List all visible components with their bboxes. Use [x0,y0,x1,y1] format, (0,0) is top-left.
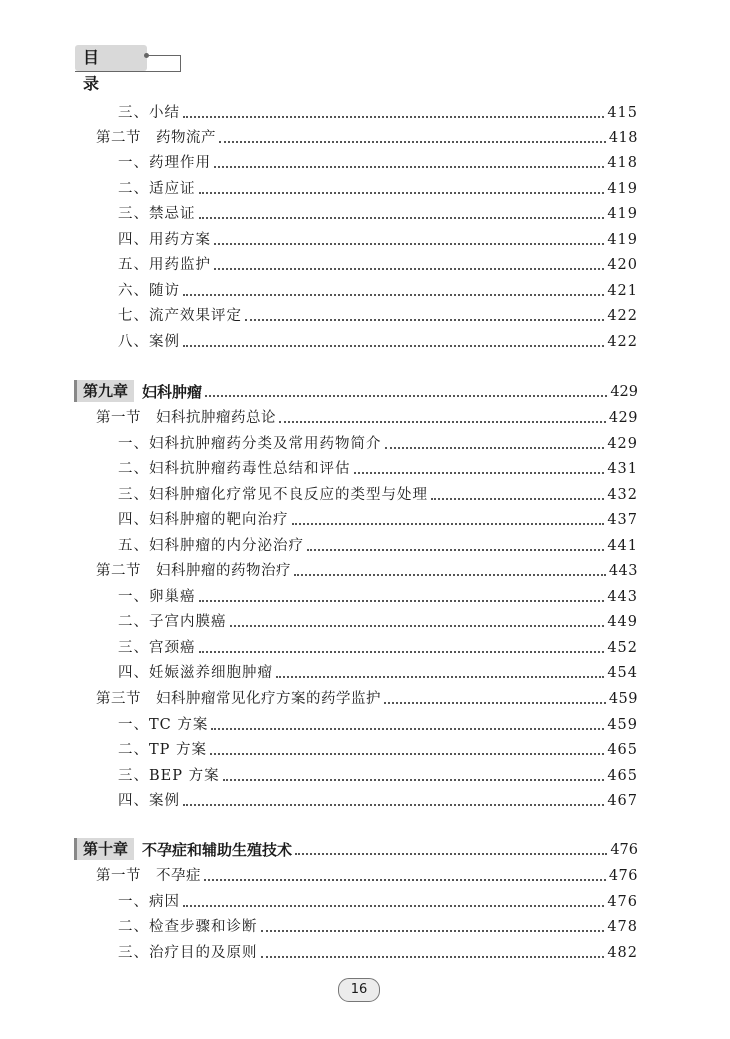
dot-leader [294,574,606,576]
dot-leader [245,319,604,321]
toc-page-number: 429 [610,384,638,400]
toc-entry-title: 五、妇科肿瘤的内分泌治疗 [118,538,304,554]
toc-item-row[interactable] [118,175,638,199]
toc-page-number: 449 [607,614,638,630]
header-ornament-line [75,71,181,72]
toc-page-number: 432 [607,487,638,503]
toc-entry-title: 六、随访 [118,283,180,299]
toc-item-row[interactable] [118,787,638,811]
toc-entry-title: 五、用药监护 [118,257,211,273]
toc-page-number: 441 [607,538,638,554]
toc-item-row[interactable] [118,149,638,173]
toc-item-row[interactable] [118,455,638,479]
toc-page-number: 476 [607,894,638,910]
dot-leader [214,166,604,168]
dot-leader [354,472,605,474]
toc-item-row[interactable] [118,608,638,632]
dot-leader [384,702,606,704]
toc-entry-title: 三、妇科肿瘤化疗常见不良反应的类型与处理 [118,487,428,503]
toc-page-number: 476 [608,868,638,884]
toc-item-row[interactable] [118,506,638,530]
toc-entry-title: 四、妊娠滋养细胞肿瘤 [118,665,273,681]
dot-leader [219,141,606,143]
toc-item-row[interactable] [118,913,638,937]
toc-section-row[interactable] [96,124,638,148]
toc-entry-title: 一、卵巢癌 [118,589,196,605]
dot-leader [183,345,604,347]
toc-item-row[interactable] [118,939,638,963]
toc-entry-title: 二、适应证 [118,181,196,197]
toc-item-row[interactable] [118,736,638,760]
toc-entry-title: 妇科肿瘤 [142,383,203,401]
toc-page-number: 420 [607,257,638,273]
dot-leader [211,728,604,730]
dot-leader [279,421,606,423]
toc-section-row[interactable] [96,404,638,428]
toc-page-number: 465 [607,742,638,758]
header-ornament-line [180,55,181,71]
toc-item-row[interactable] [118,634,638,658]
dot-leader [199,217,605,219]
toc-item-row[interactable] [118,430,638,454]
toc-page-number: 467 [607,793,638,809]
toc-page-number: 452 [607,640,638,656]
toc-page-number: 437 [607,512,638,528]
toc-item-row[interactable] [118,711,638,735]
dot-leader [223,779,605,781]
toc-entry-title: 四、妇科肿瘤的靶向治疗 [118,512,289,528]
toc-page-number: 419 [607,181,638,197]
dot-leader [230,625,605,627]
toc-page-number: 422 [607,308,638,324]
toc-page-number: 415 [607,105,638,121]
toc-item-row[interactable] [118,302,638,326]
toc-item-row[interactable] [118,659,638,683]
toc-entry-title: 第三节 妇科肿瘤常见化疗方案的药学监护 [96,691,381,707]
toc-entry-title: 三、禁忌证 [118,206,196,222]
dot-leader [183,294,604,296]
toc-page-number: 443 [608,563,638,579]
toc-entry-title: 不孕症和辅助生殖技术 [142,841,293,859]
toc-entry-title: 一、药理作用 [118,155,211,171]
dot-leader [276,676,604,678]
toc-header-title: 目 录 [75,45,147,71]
page-number: 16 [338,978,380,1002]
toc-item-row[interactable] [118,99,638,123]
toc-page-number: 419 [607,206,638,222]
dot-leader [210,753,604,755]
toc-page-number: 418 [608,130,638,146]
toc-page-number: 443 [607,589,638,605]
dot-leader [214,243,604,245]
dot-leader [214,268,604,270]
header-ornament-line [146,55,180,56]
toc-entry-title: 二、TP 方案 [118,742,208,758]
toc-section-row[interactable] [96,862,638,886]
dot-leader [261,956,605,958]
toc-item-row[interactable] [118,583,638,607]
toc-entry-title: 三、小结 [118,105,180,121]
toc-item-row[interactable] [118,251,638,275]
toc-item-row[interactable] [118,226,638,250]
chapter-label: 第十章 [74,838,134,860]
toc-chapter-row[interactable] [74,836,638,860]
toc-page-number: 429 [607,436,638,452]
toc-entry-title: 三、BEP 方案 [118,768,220,784]
toc-chapter-row[interactable] [74,378,638,402]
toc-page-number: 482 [607,945,638,961]
toc-entry-title: 一、病因 [118,894,180,910]
toc-page-number: 429 [608,410,638,426]
toc-item-row[interactable] [118,277,638,301]
toc-entry-title: 第二节 妇科肿瘤的药物治疗 [96,563,291,579]
toc-item-row[interactable] [118,532,638,556]
dot-leader [199,651,605,653]
toc-entry-title: 三、治疗目的及原则 [118,945,258,961]
toc-entry-title: 一、TC 方案 [118,717,209,733]
toc-page-number: 465 [607,768,638,784]
toc-page-number: 431 [607,461,638,477]
toc-header [70,40,190,93]
toc-page-number: 454 [607,665,638,681]
toc-page-number: 459 [607,717,638,733]
dot-leader [295,853,607,855]
dot-leader [205,395,607,397]
toc-page-number: 459 [608,691,638,707]
toc-item-row[interactable] [118,200,638,224]
dot-leader [183,116,604,118]
dot-leader [307,549,604,551]
toc-page-number: 478 [607,919,638,935]
dot-leader [204,879,606,881]
toc-entry-title: 一、妇科抗肿瘤药分类及常用药物简介 [118,436,382,452]
toc-page-number: 476 [610,842,638,858]
toc-item-row[interactable] [118,328,638,352]
toc-section-row[interactable] [96,685,638,709]
toc-page-number: 422 [607,334,638,350]
toc-entry-title: 第一节 妇科抗肿瘤药总论 [96,410,276,426]
toc-page-number: 418 [607,155,638,171]
toc-entry-title: 二、子宫内膜癌 [118,614,227,630]
toc-item-row[interactable] [118,762,638,786]
toc-entry-title: 三、宫颈癌 [118,640,196,656]
toc-entry-title: 八、案例 [118,334,180,350]
toc-page-number: 421 [607,283,638,299]
dot-leader [199,192,605,194]
toc-entry-title: 二、妇科抗肿瘤药毒性总结和评估 [118,461,351,477]
toc-entry-title: 第二节 药物流产 [96,130,216,146]
chapter-label: 第九章 [74,380,134,402]
dot-leader [199,600,605,602]
dot-leader [431,498,604,500]
toc-entry-title: 四、用药方案 [118,232,211,248]
toc-entry-title: 第一节 不孕症 [96,868,201,884]
dot-leader [261,930,605,932]
dot-leader [292,523,605,525]
toc-item-row[interactable] [118,888,638,912]
toc-section-row[interactable] [96,557,638,581]
dot-leader [385,447,605,449]
toc-entry-title: 七、流产效果评定 [118,308,242,324]
toc-entry-title: 二、检查步骤和诊断 [118,919,258,935]
toc-entry-title: 四、案例 [118,793,180,809]
dot-leader [183,905,604,907]
toc-item-row[interactable] [118,481,638,505]
dot-leader [183,804,604,806]
toc-page-number: 419 [607,232,638,248]
